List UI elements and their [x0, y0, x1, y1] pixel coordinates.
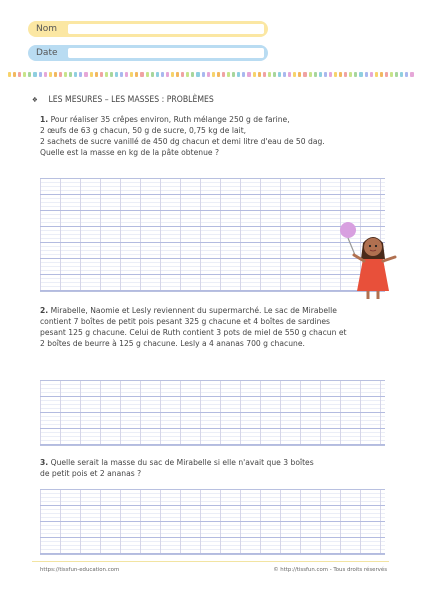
- dot-segment: [273, 72, 276, 77]
- dot-segment: [395, 72, 398, 77]
- dot-segment: [405, 72, 408, 77]
- dot-segment: [349, 72, 352, 77]
- dot-segment: [298, 72, 301, 77]
- problem-1-line-3: 2 sachets de sucre vanillé de 450 dg chacun et demi litre d'eau de 50 dag.: [40, 137, 325, 146]
- date-field[interactable]: [28, 45, 268, 61]
- problem-2: [40, 305, 385, 349]
- problem-3: [40, 457, 385, 479]
- problem-2-line-3: pesant 125 g chacune. Celui de Ruth contient 3 pots de miel de 550 g chacun et: [40, 328, 347, 337]
- dot-segment: [100, 72, 103, 77]
- problem-1-line-4: Quelle est la masse en kg de la pâte obtenue ?: [40, 148, 220, 157]
- dot-segment: [293, 72, 296, 77]
- dot-segment: [125, 72, 128, 77]
- decorative-dot-strip: [8, 72, 413, 78]
- name-field[interactable]: [28, 21, 268, 37]
- dot-segment: [232, 72, 235, 77]
- dot-segment: [385, 72, 388, 77]
- date-input[interactable]: [68, 48, 264, 58]
- dot-segment: [354, 72, 357, 77]
- section-title-text: LES MESURES – LES MASSES : PROBLÈMES: [48, 95, 214, 105]
- dot-segment: [156, 72, 159, 77]
- answer-lines-3[interactable]: [40, 489, 385, 555]
- dot-segment: [339, 72, 342, 77]
- dot-segment: [79, 72, 82, 77]
- dot-segment: [324, 72, 327, 77]
- dot-segment: [370, 72, 373, 77]
- dot-segment: [33, 72, 36, 77]
- dot-segment: [319, 72, 322, 77]
- dot-segment: [110, 72, 113, 77]
- dot-segment: [135, 72, 138, 77]
- name-input[interactable]: [68, 24, 264, 34]
- dot-segment: [28, 72, 31, 77]
- dot-segment: [49, 72, 52, 77]
- dot-segment: [44, 72, 47, 77]
- problem-2-line-4: 2 boîtes de beurre à 125 g chacune. Lesly a 4 ananas 700 g chacune.: [40, 339, 305, 348]
- dot-segment: [54, 72, 57, 77]
- bullet-icon: ❖: [32, 96, 38, 104]
- dot-segment: [115, 72, 118, 77]
- dot-segment: [359, 72, 362, 77]
- girl-illustration: [333, 215, 408, 300]
- dot-segment: [186, 72, 189, 77]
- answer-lines-2[interactable]: [40, 380, 385, 446]
- dot-segment: [23, 72, 26, 77]
- dot-segment: [64, 72, 67, 77]
- dot-segment: [74, 72, 77, 77]
- dot-segment: [263, 72, 266, 77]
- dot-segment: [181, 72, 184, 77]
- dot-segment: [375, 72, 378, 77]
- dot-segment: [400, 72, 403, 77]
- name-label: Nom: [36, 24, 58, 34]
- dot-segment: [217, 72, 220, 77]
- dot-segment: [171, 72, 174, 77]
- dot-segment: [247, 72, 250, 77]
- dot-segment: [207, 72, 210, 77]
- dot-segment: [161, 72, 164, 77]
- section-title: [32, 95, 214, 105]
- dot-segment: [288, 72, 291, 77]
- problem-2-line-2: contient 7 boîtes de petit pois pesant 325 g chacune et 4 boîtes de sardines: [40, 317, 331, 326]
- dot-segment: [314, 72, 317, 77]
- dot-segment: [196, 72, 199, 77]
- dot-segment: [278, 72, 281, 77]
- problem-3-number: 3.: [40, 458, 49, 467]
- dot-segment: [166, 72, 169, 77]
- problem-2-number: 2.: [40, 306, 49, 315]
- problem-1-line-2: 2 œufs de 63 g chacun, 50 g de sucre, 0,75 kg de lait,: [40, 126, 247, 135]
- dot-segment: [380, 72, 383, 77]
- dot-segment: [130, 72, 133, 77]
- dot-segment: [268, 72, 271, 77]
- dot-segment: [90, 72, 93, 77]
- dot-segment: [237, 72, 240, 77]
- dot-segment: [105, 72, 108, 77]
- dot-segment: [39, 72, 42, 77]
- dot-segment: [146, 72, 149, 77]
- dot-segment: [390, 72, 393, 77]
- dot-segment: [309, 72, 312, 77]
- dot-segment: [365, 72, 368, 77]
- dot-segment: [84, 72, 87, 77]
- footer-divider: [32, 561, 389, 562]
- dot-segment: [227, 72, 230, 77]
- dot-segment: [8, 72, 11, 77]
- dot-segment: [334, 72, 337, 77]
- dot-segment: [303, 72, 306, 77]
- problem-3-line-1: 3. Quelle serait la masse du sac de Mirabelle si elle n'avait que 3 boîtes: [40, 458, 314, 467]
- dot-segment: [253, 72, 256, 77]
- dot-segment: [176, 72, 179, 77]
- date-label: Date: [36, 48, 58, 58]
- dot-segment: [329, 72, 332, 77]
- dot-segment: [191, 72, 194, 77]
- dot-segment: [151, 72, 154, 77]
- dot-segment: [410, 72, 413, 77]
- dot-segment: [59, 72, 62, 77]
- problem-1-line-1: 1. Pour réaliser 35 crêpes environ, Ruth mélange 250 g de farine,: [40, 115, 290, 124]
- footer-website[interactable]: https://tissfun-education.com: [40, 567, 120, 573]
- dot-segment: [95, 72, 98, 77]
- problem-2-line-1: 2. Mirabelle, Naomie et Lesly reviennent du supermarché. Le sac de Mirabelle: [40, 306, 337, 315]
- footer-copyright: © http://tissfun.com - Tous droits réservés: [273, 567, 387, 573]
- problem-1: [40, 114, 385, 158]
- dot-segment: [344, 72, 347, 77]
- dot-segment: [258, 72, 261, 77]
- dot-segment: [222, 72, 225, 77]
- dot-segment: [283, 72, 286, 77]
- dot-segment: [13, 72, 16, 77]
- problem-3-line-2: de petit pois et 2 ananas ?: [40, 469, 142, 478]
- dot-segment: [242, 72, 245, 77]
- dot-segment: [202, 72, 205, 77]
- dot-segment: [120, 72, 123, 77]
- dot-segment: [212, 72, 215, 77]
- dot-segment: [18, 72, 21, 77]
- lollipop-icon: [340, 222, 356, 238]
- dot-segment: [69, 72, 72, 77]
- dot-segment: [140, 72, 143, 77]
- problem-1-number: 1.: [40, 115, 49, 124]
